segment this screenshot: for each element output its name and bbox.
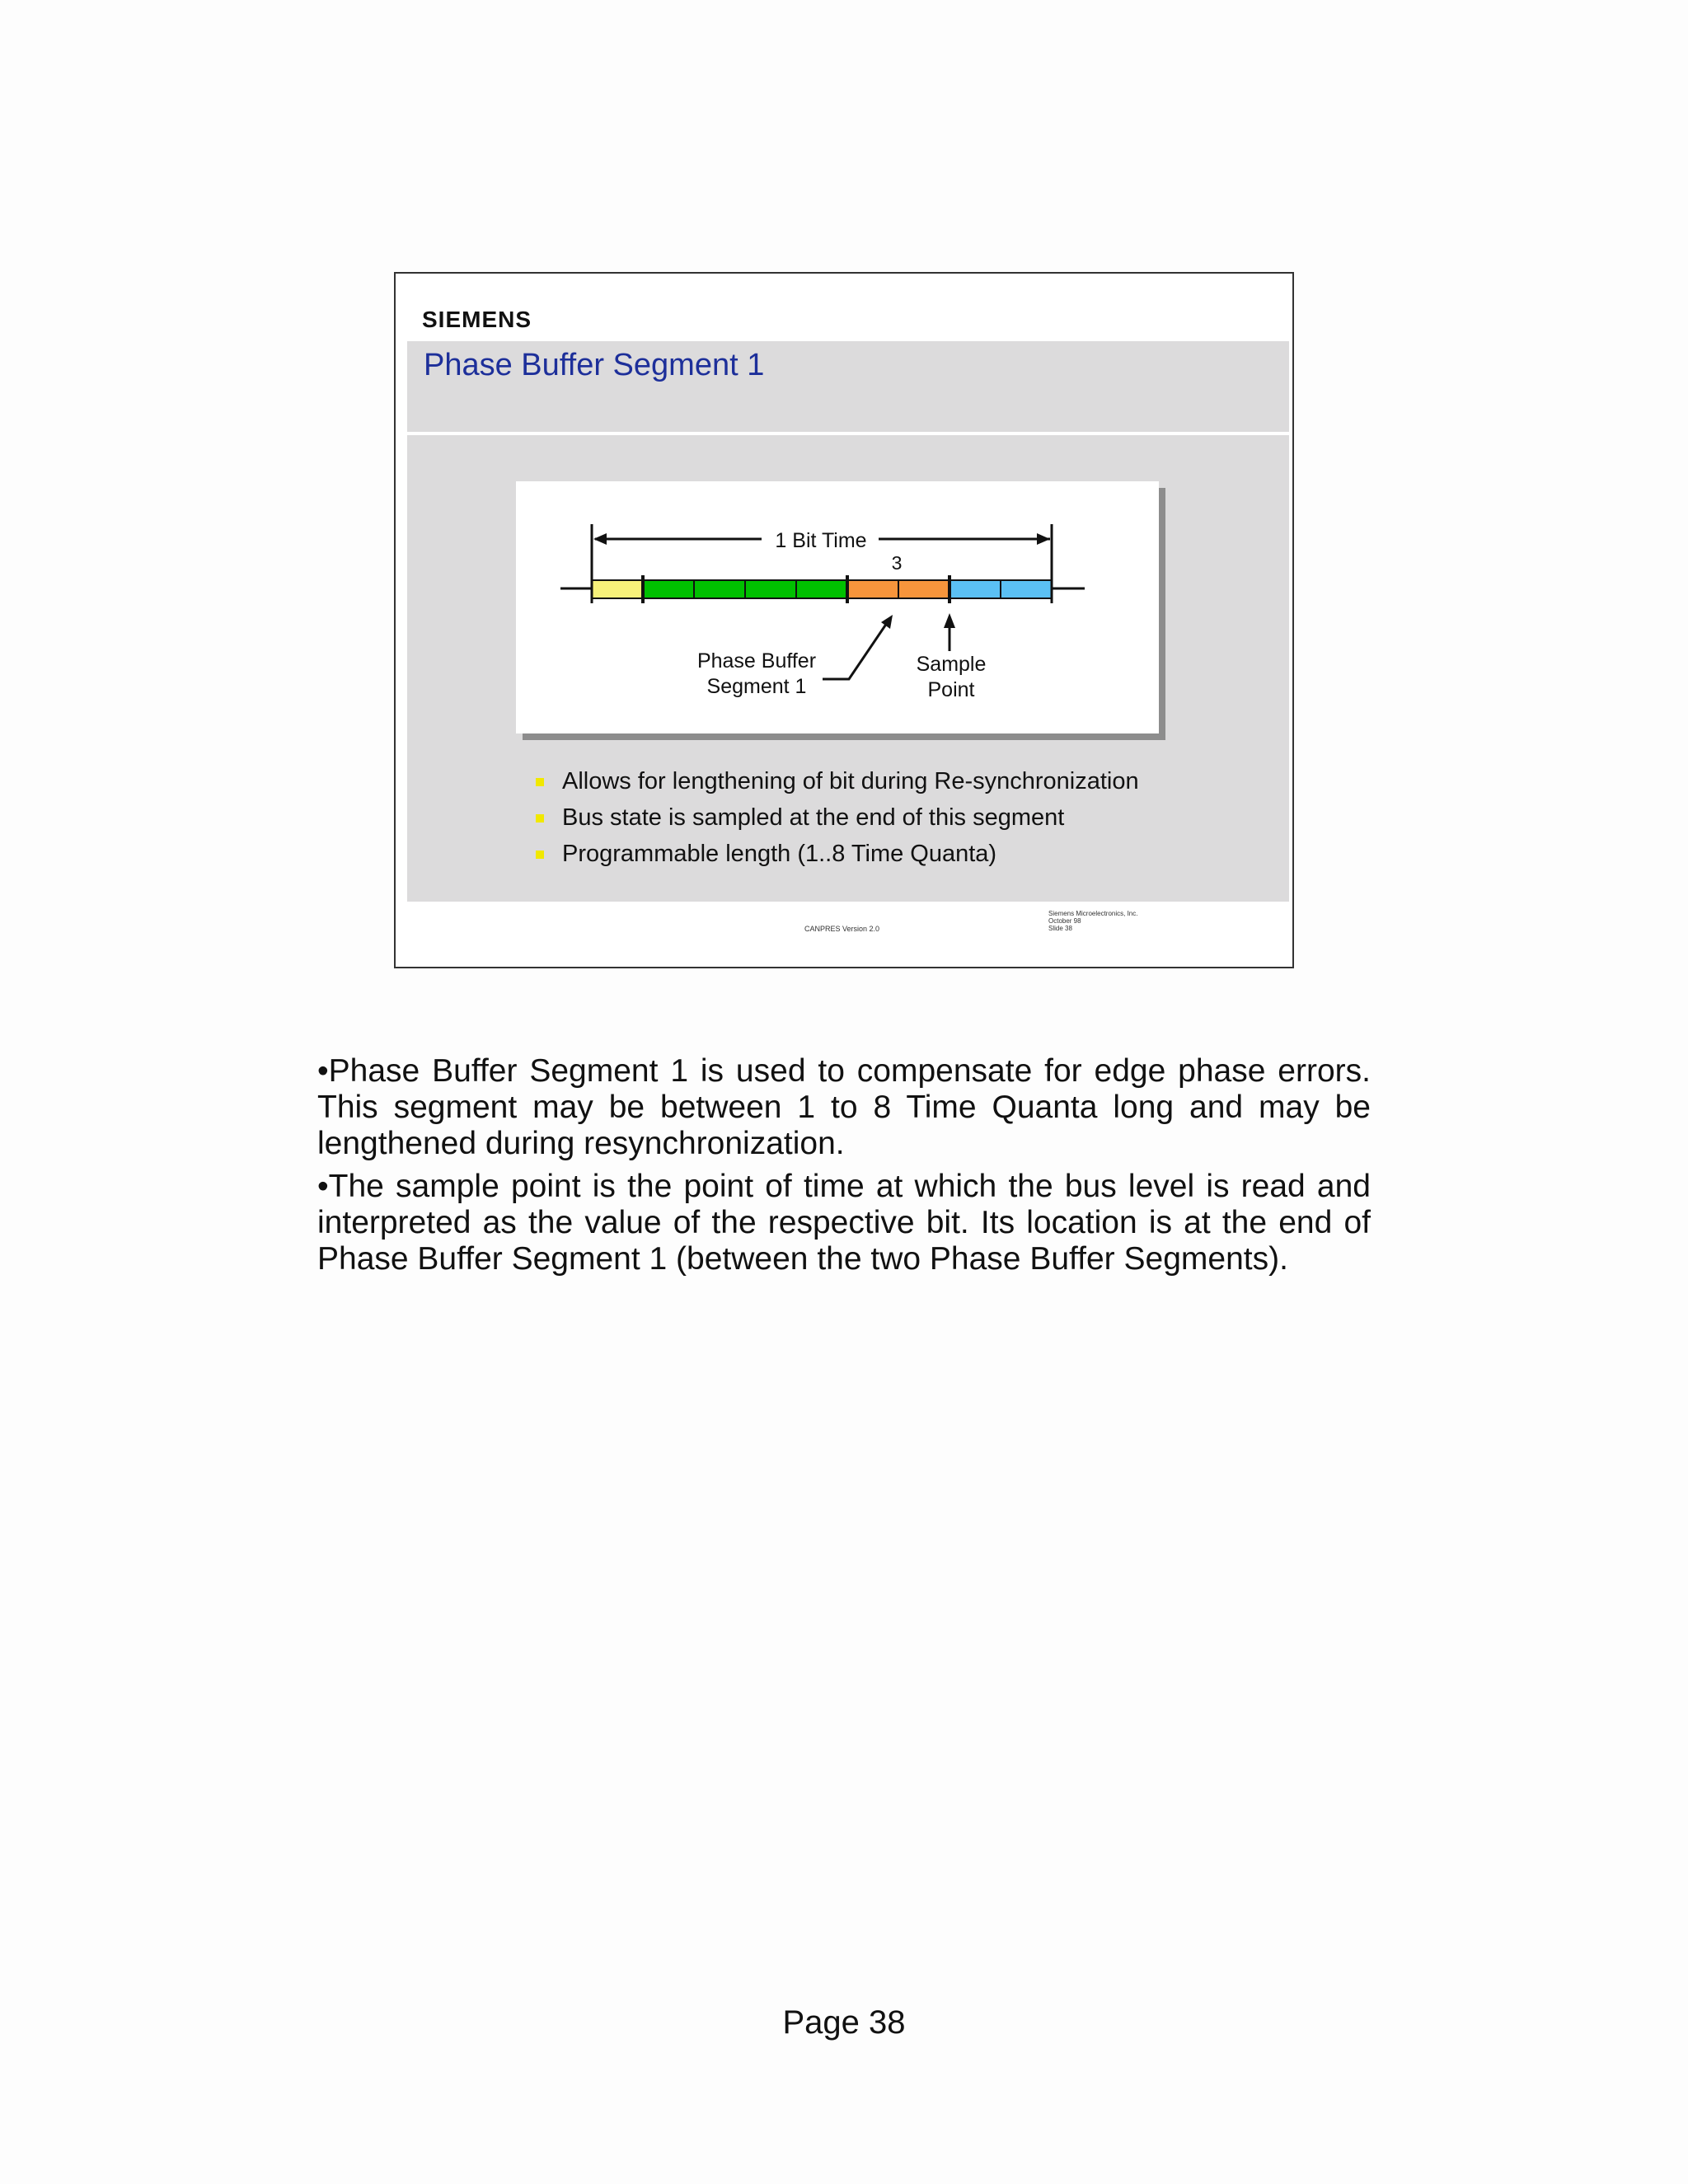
sample-point-label-line1: Sample [916, 653, 987, 676]
notes-paragraph: •The sample point is the point of time at which the bus level is read and interpreted as the value of the respective bit. Its location is at the end of Phase Buffer Segment 1 (between the two Phase Buffer Segments). [317, 1169, 1371, 1277]
quanta-count-label: 3 [891, 552, 903, 574]
bullet-square-icon [536, 851, 544, 859]
sample-point-arrowhead [944, 613, 955, 628]
time-quantum-segment [694, 580, 745, 598]
bullet-square-icon [536, 778, 544, 786]
bit-timing-diagram [516, 481, 1159, 733]
notes-paragraph: •Phase Buffer Segment 1 is used to compensate for edge phase errors. This segment may be between 1 to 8 Time Quanta long and may be lengthened during resynchronization. [317, 1053, 1371, 1161]
time-quantum-segment [847, 580, 898, 598]
bullet-item: Programmable length (1..8 Time Quanta) [531, 836, 1139, 872]
slide-footer-version: CANPRES Version 2.0 [804, 925, 880, 933]
bullet-item: Allows for lengthening of bit during Re-synchronization [531, 763, 1139, 799]
time-quanta-segments [592, 575, 1052, 603]
bullet-item: Bus state is sampled at the end of this segment [531, 799, 1139, 836]
phase-buffer-pointer [823, 623, 887, 679]
slide-body [407, 435, 1289, 902]
phase-buffer-label-line1: Phase Buffer [696, 649, 817, 673]
slide-title-band [407, 341, 1289, 432]
slide-bullet-list [531, 763, 1139, 872]
time-quantum-segment [1001, 580, 1052, 598]
sample-point-label-line2: Point [927, 678, 975, 701]
bit-time-arrowhead-right [1037, 533, 1050, 545]
bit-time-label: 1 Bit Time [775, 529, 867, 552]
time-quantum-segment [745, 580, 796, 598]
bit-timing-svg [516, 481, 1159, 733]
speaker-notes [317, 1053, 1371, 1284]
time-quantum-segment [950, 580, 1001, 598]
phase-buffer-label-line2: Segment 1 [706, 675, 807, 698]
time-quantum-segment [643, 580, 694, 598]
time-quantum-segment [592, 580, 643, 598]
time-quantum-segment [796, 580, 847, 598]
bullet-square-icon [536, 814, 544, 823]
siemens-logo: SIEMENS [422, 307, 532, 332]
slide-footer-info: Siemens Microelectronics, Inc. October 98 Slide 38 [1048, 910, 1138, 932]
bit-time-arrowhead-left [593, 533, 607, 545]
page-number: Page 38 [782, 2004, 906, 2041]
slide [394, 272, 1294, 968]
time-quantum-segment [898, 580, 950, 598]
phase-buffer-arrowhead [881, 615, 893, 629]
slide-title: Phase Buffer Segment 1 [424, 348, 765, 382]
